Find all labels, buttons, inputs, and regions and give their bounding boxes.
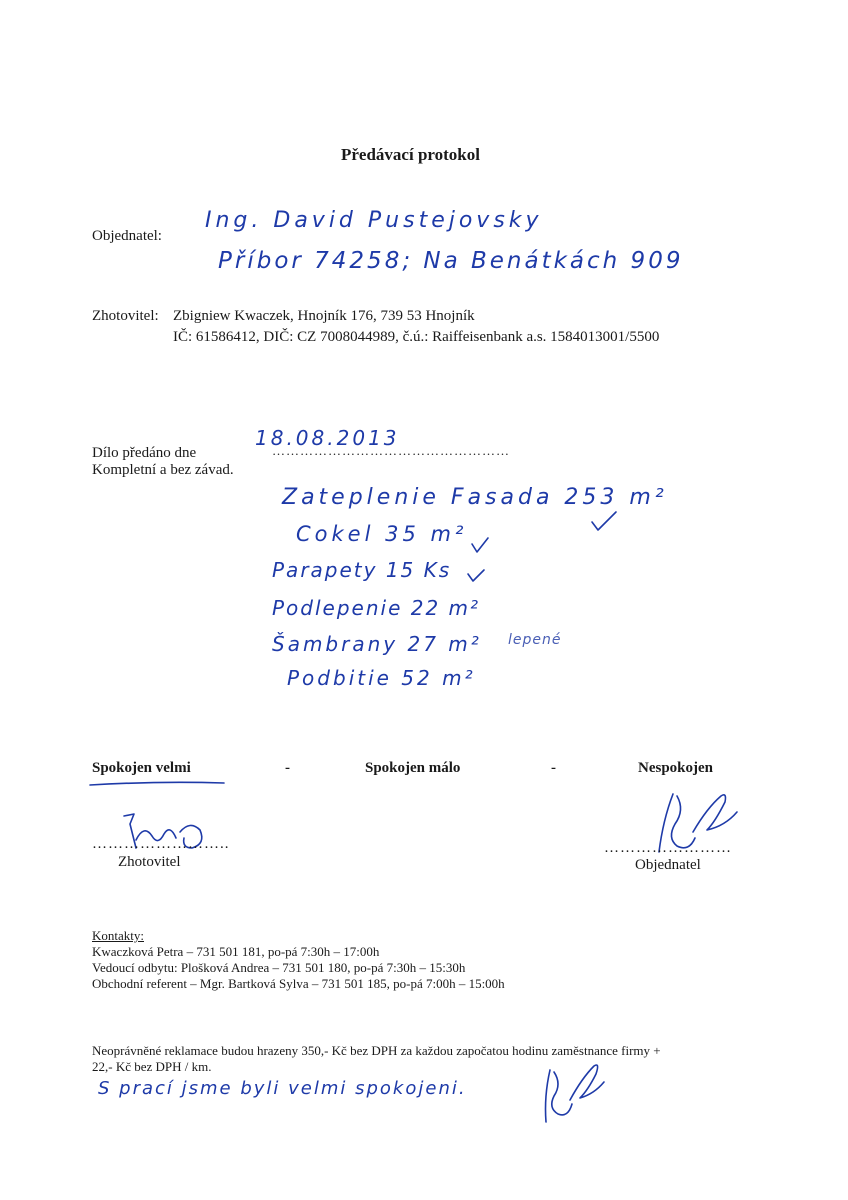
customer-label: Objednatel: bbox=[92, 228, 162, 244]
final-note-handwritten: S prací jsme byli velmi spokojeni. bbox=[98, 1078, 467, 1099]
customer-signature-label: Objednatel bbox=[635, 857, 701, 873]
satisfaction-separator: - bbox=[551, 760, 556, 776]
customer-address-handwritten: Příbor 74258; Na Benátkách 909 bbox=[218, 248, 684, 274]
satisfaction-not: Nespokojen bbox=[638, 760, 714, 776]
contact-line: Kwaczková Petra – 731 501 181, po-pá 7:30h – 17:00h bbox=[92, 944, 380, 959]
contact-line: Obchodní referent – Mgr. Bartková Sylva – 731 501 185, po-pá 7:00h – 15:00h bbox=[92, 976, 505, 991]
complaint-notice-cont: 22,- Kč bez DPH / km. bbox=[92, 1059, 212, 1074]
work-item: Šambrany 27 m² bbox=[272, 632, 482, 656]
work-note-handwritten: lepené bbox=[508, 632, 562, 648]
work-item: Zateplenie Fasada 253 m² bbox=[282, 485, 668, 510]
contact-line: Vedoucí odbytu: Plošková Andrea – 731 501 180, po-pá 7:30h – 15:30h bbox=[92, 960, 466, 975]
work-item: Cokel 35 m² bbox=[296, 522, 468, 546]
contractor-ids: IČ: 61586412, DIČ: CZ 7008044989, č.ú.: Raiffeisenbank a.s. 1584013001/5500 bbox=[173, 329, 660, 345]
page-title: Předávací protokol bbox=[341, 145, 480, 164]
work-item: Parapety 15 Ks bbox=[272, 558, 452, 582]
work-item: Podlepenie 22 m² bbox=[272, 596, 481, 620]
handover-date-dots: …………………………………………… bbox=[272, 443, 510, 458]
satisfaction-very: Spokojen velmi bbox=[92, 760, 191, 776]
check-mark-icon bbox=[590, 510, 620, 535]
work-item: Podbitie 52 m² bbox=[287, 666, 476, 690]
contractor-signature-label: Zhotovitel bbox=[118, 854, 181, 870]
handover-date-handwritten: 18.08.2013 bbox=[255, 426, 400, 450]
contractor-signature-dots: …………………….. bbox=[92, 836, 230, 852]
complaint-notice: Neoprávněné reklamace budou hrazeny 350,- Kč bez DPH za každou započatou hodinu zaměstnance firmy + bbox=[92, 1043, 661, 1058]
satisfaction-little: Spokojen málo bbox=[365, 760, 461, 776]
satisfaction-separator: - bbox=[285, 760, 290, 776]
final-note-signature bbox=[540, 1060, 610, 1130]
customer-signature-dots: …………………… bbox=[604, 840, 732, 856]
underline-mark bbox=[88, 780, 228, 790]
handover-label: Dílo předáno dne bbox=[92, 445, 197, 461]
contacts-heading: Kontakty: bbox=[92, 928, 144, 943]
check-mark-icon bbox=[466, 568, 486, 584]
contractor-label: Zhotovitel: bbox=[92, 308, 159, 324]
handover-status: Kompletní a bez závad. bbox=[92, 462, 234, 478]
customer-name-handwritten: Ing. David Pustejovsky bbox=[205, 208, 543, 233]
check-mark-icon bbox=[470, 536, 490, 556]
contractor-address: Zbigniew Kwaczek, Hnojník 176, 739 53 Hnojník bbox=[173, 308, 475, 324]
